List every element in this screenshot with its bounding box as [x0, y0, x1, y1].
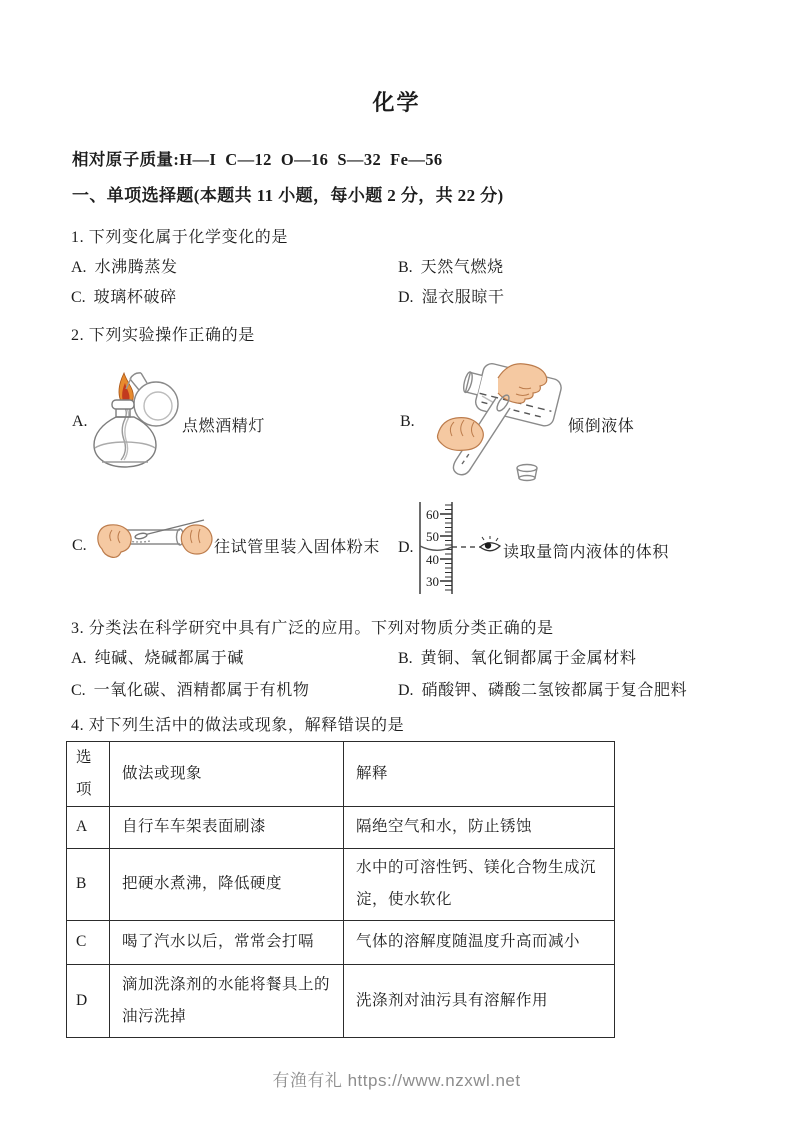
- q2-stem: 2. 下列实验操作正确的是: [71, 327, 255, 344]
- row-b-explanation: 水中的可溶性钙、镁化合物生成沉淀，使水软化: [344, 848, 615, 920]
- q3-option-c-text: 一氧化碳、酒精都属于有机物: [93, 682, 310, 699]
- header-option: 选项: [67, 742, 110, 807]
- q3-option-a-label: A.: [71, 650, 87, 667]
- q1-option-c: [71, 284, 177, 307]
- q2-figure-b-caption: 倾倒液体: [568, 418, 635, 435]
- q3-option-b: [398, 645, 636, 668]
- section1-heading: 一、单项选择题(本题共 11 小题，每小题 2 分，共 22 分): [72, 186, 504, 205]
- header-practice: 做法或现象: [110, 742, 344, 807]
- q2-figure-d-caption: 读取量筒内液体的体积: [503, 544, 670, 561]
- header-explanation: 解释: [344, 742, 615, 807]
- scale-label-30: 30: [426, 574, 439, 589]
- q1-option-b: [398, 254, 504, 277]
- standing-lamp: [94, 400, 156, 467]
- pouring-liquid-illustration: [420, 356, 570, 488]
- row-c-practice: 喝了汽水以后，常常会打嗝: [110, 920, 344, 964]
- row-c-option: C: [67, 920, 110, 964]
- q3-option-c-label: C.: [71, 682, 86, 699]
- row-d-option: D: [67, 964, 110, 1037]
- scale-label-40: 40: [426, 552, 439, 567]
- q1-option-b-text: 天然气燃烧: [420, 259, 504, 276]
- hand-holding-tube: [438, 418, 484, 451]
- q2-figure-a-caption: 点燃酒精灯: [182, 418, 266, 435]
- cylinder-scale-labels: [426, 507, 439, 589]
- q1-option-c-text: 玻璃杯破碎: [93, 289, 177, 306]
- table-row: [67, 806, 615, 848]
- row-c-explanation: 气体的溶解度随温度升高而减小: [344, 920, 615, 964]
- row-a-option: A: [67, 806, 110, 848]
- tilted-lamp: [126, 373, 178, 426]
- q2-figure-c-label: C.: [72, 537, 87, 554]
- q2-figure-c-caption: 往试管里装入固体粉末: [214, 539, 381, 556]
- q1-option-a-text: 水沸腾蒸发: [94, 259, 178, 276]
- row-b-option: B: [67, 848, 110, 920]
- q3-option-a: [71, 645, 244, 668]
- bottle-stopper: [517, 465, 537, 481]
- q3-option-b-text: 黄铜、氧化铜都属于金属材料: [420, 650, 637, 667]
- q4-table: [66, 741, 615, 1038]
- q1-option-d-text: 湿衣服晾干: [421, 289, 505, 306]
- scale-label-60: 60: [426, 507, 439, 522]
- q1-option-d-label: D.: [398, 289, 414, 306]
- q4-stem: 4. 对下列生活中的做法或现象，解释错误的是: [71, 717, 405, 734]
- scale-label-50: 50: [426, 529, 439, 544]
- right-hand: [181, 525, 212, 554]
- row-a-explanation: 隔绝空气和水，防止锈蚀: [344, 806, 615, 848]
- q3-stem: 3. 分类法在科学研究中具有广泛的应用。下列对物质分类正确的是: [71, 620, 554, 637]
- atomic-masses-line: 相对原子质量:H—I C—12 O—16 S—32 Fe—56: [72, 150, 443, 169]
- q2-figure-b-label: B.: [400, 413, 415, 430]
- table-row: [67, 848, 615, 920]
- table-row: [67, 964, 615, 1037]
- q1-option-a-label: A.: [71, 259, 87, 276]
- table-row: [67, 920, 615, 964]
- table-header-row: [67, 742, 615, 807]
- q3-option-d-text: 硝酸钾、磷酸二氢铵都属于复合肥料: [421, 682, 688, 699]
- row-a-practice: 自行车车架表面刷漆: [110, 806, 344, 848]
- q2-figure-a-label: A.: [72, 413, 88, 430]
- row-d-explanation: 洗涤剂对油污具有溶解作用: [344, 964, 615, 1037]
- q1-option-c-label: C.: [71, 289, 86, 306]
- q1-option-b-label: B.: [398, 259, 413, 276]
- graduated-cylinder-illustration: [414, 500, 504, 597]
- q1-option-d: [398, 284, 505, 307]
- eye-icon: [480, 536, 500, 551]
- q2-figure-d-label: D.: [398, 539, 414, 556]
- q3-option-b-label: B.: [398, 650, 413, 667]
- q3-option-d: [398, 677, 687, 700]
- q1-stem: 1. 下列变化属于化学变化的是: [71, 229, 289, 246]
- q3-option-d-label: D.: [398, 682, 414, 699]
- alcohol-lamp-lighting-illustration: [90, 370, 190, 472]
- adding-powder-illustration: [92, 506, 214, 570]
- footer-watermark: 有渔有礼 https://www.nzxwl.net: [272, 1071, 521, 1090]
- row-d-practice: 滴加洗涤剂的水能将餐具上的油污洗掉: [110, 964, 344, 1037]
- row-b-practice: 把硬水煮沸，降低硬度: [110, 848, 344, 920]
- q3-option-c: [71, 677, 309, 700]
- q3-option-a-text: 纯碱、烧碱都属于碱: [94, 650, 244, 667]
- page-title: 化学: [372, 90, 421, 115]
- q1-option-a: [71, 254, 178, 277]
- left-hand: [98, 525, 131, 558]
